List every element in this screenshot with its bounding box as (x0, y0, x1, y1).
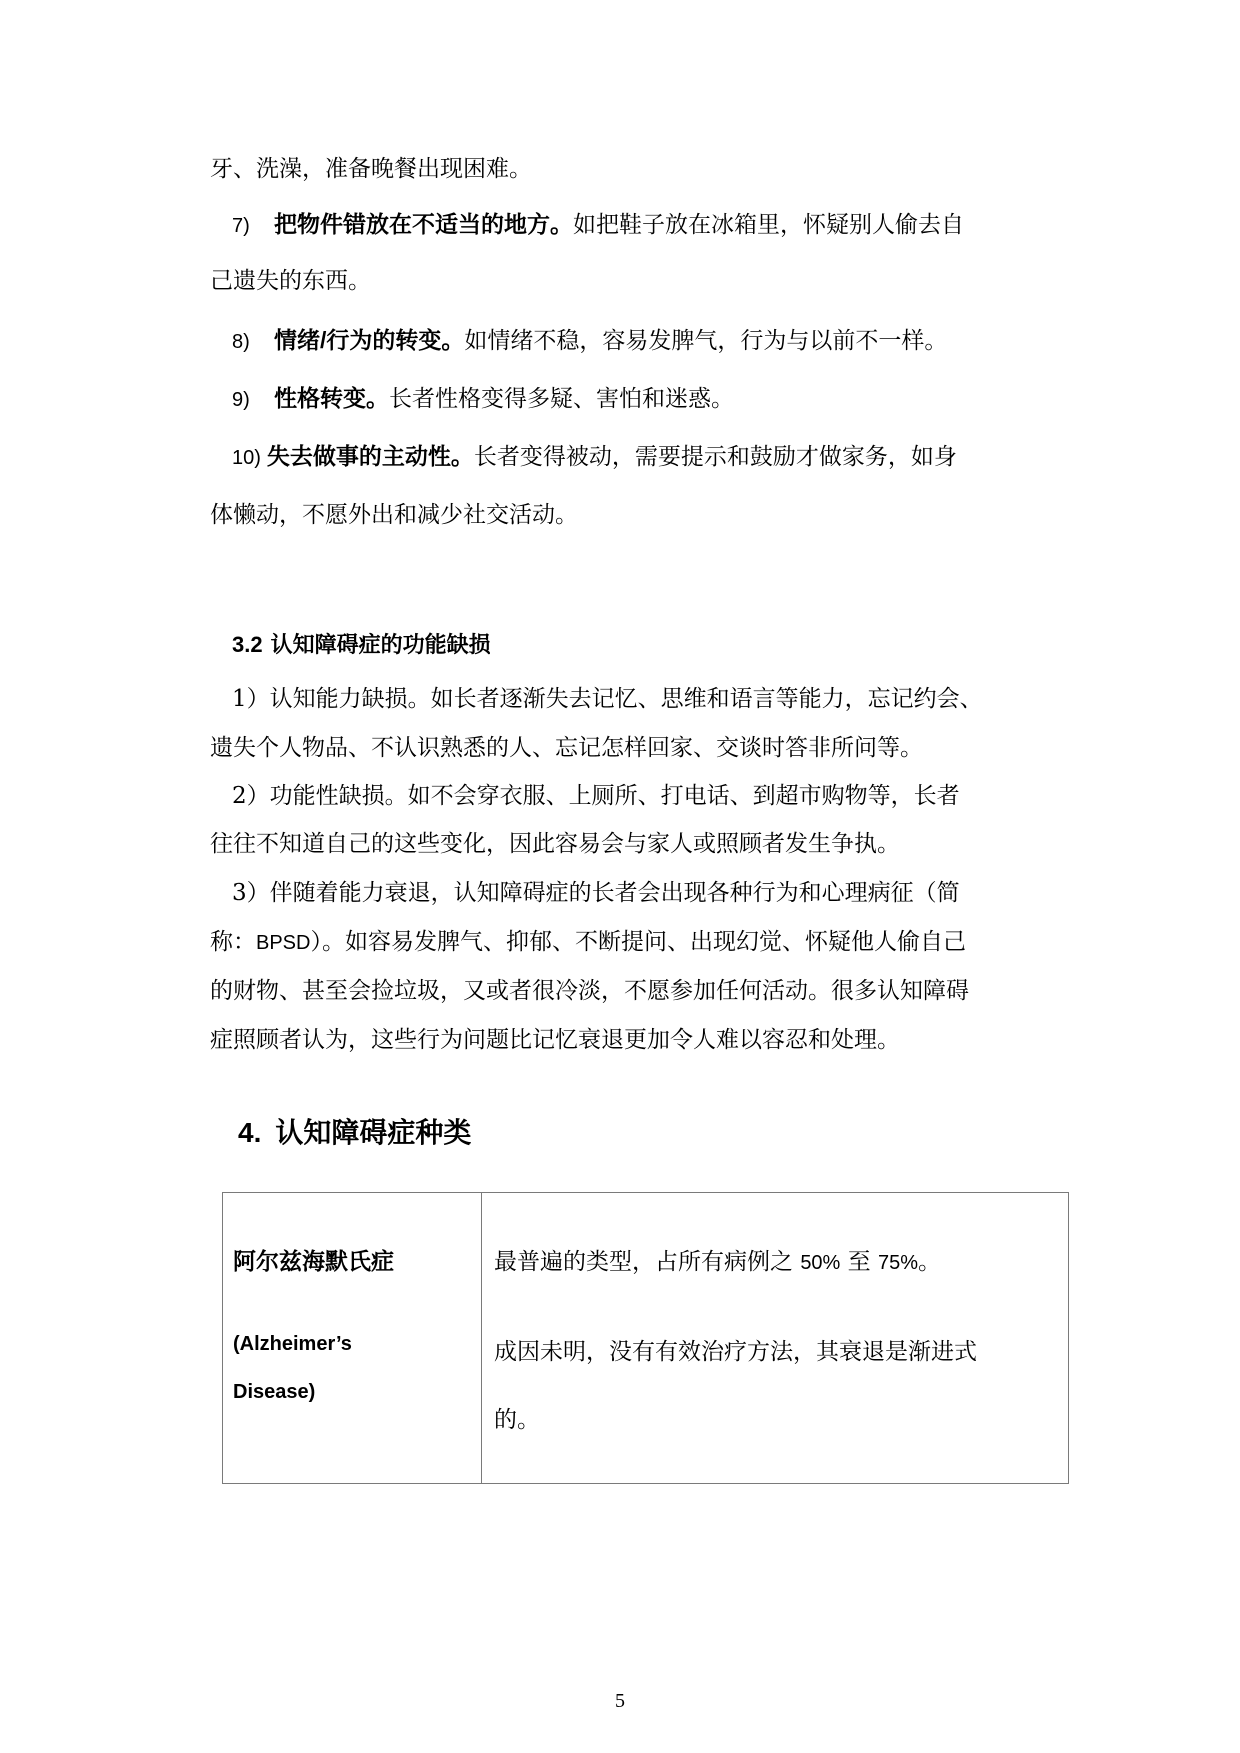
dementia-types-table (222, 1192, 1069, 1484)
description-text: 。 (918, 1249, 941, 1275)
list-item-title: 失去做事的主动性。 (266, 443, 474, 469)
type-description-line: 成因未明，没有有效治疗方法，其衰退是渐进式 (494, 1339, 977, 1365)
type-name-english: (Alzheimer’s (233, 1333, 352, 1355)
description-text: 最普遍的类型，占所有病例之 (494, 1249, 793, 1275)
list-item-number: 9) (232, 389, 250, 411)
percentage-value: 75% (877, 1252, 918, 1274)
list-item-number: 8) (232, 331, 250, 353)
paragraph-text: ）。如容易发脾气、抑郁、不断提问、出现幻觉、怀疑他人偷自己 (310, 929, 966, 955)
paragraph-prefix: 1） (232, 686, 270, 712)
continued-text: 牙、洗澡，准备晚餐出现困难。 (210, 156, 532, 182)
paragraph-1-line-2 (210, 733, 923, 763)
paragraph-text: 认知能力缺损。如长者逐渐失去记忆、思维和语言等能力，忘记约会、 (269, 686, 983, 712)
list-item-10 (232, 441, 957, 473)
paragraph-text: 的财物、甚至会捡垃圾，又或者很冷淡，不愿参加任何活动。很多认知障碍 (210, 978, 969, 1004)
paragraph-text: 称： (210, 929, 256, 955)
section-number: 3.2 (232, 632, 263, 657)
paragraph-2-line-1 (232, 781, 960, 811)
list-item-text: 长者性格变得多疑、害怕和迷惑。 (389, 386, 734, 412)
type-description-line: 的。 (494, 1407, 540, 1433)
type-description-line (494, 1243, 941, 1276)
paragraph-prefix: 2） (232, 783, 270, 809)
paragraph-3-line-1 (232, 878, 960, 908)
paragraph-text: 症照顾者认为，这些行为问题比记忆衰退更加令人难以容忍和处理。 (210, 1027, 900, 1053)
list-item-title: 把物件错放在不适当的地方。 (274, 211, 573, 237)
paragraph-3-line-4 (210, 1025, 900, 1055)
description-text: 至 (847, 1249, 871, 1275)
list-item-text: 己遗失的东西。 (210, 268, 371, 294)
paragraph-prefix: 3） (232, 880, 270, 906)
list-item-9 (232, 383, 734, 415)
type-name-chinese: 阿尔兹海默氏症 (233, 1248, 394, 1274)
percentage-value: 50% (800, 1252, 841, 1274)
section-title: 认知障碍症的功能缺损 (270, 632, 491, 657)
chapter-heading (238, 1111, 471, 1151)
paragraph-3-line-3 (210, 976, 969, 1006)
paragraph-1-line-1 (232, 684, 983, 714)
list-item-title: 情绪/行为的转变。 (274, 327, 465, 353)
paragraph-3-line-2 (210, 927, 966, 958)
list-item-text: 如情绪不稳，容易发脾气，行为与以前不一样。 (464, 328, 948, 354)
list-item-number: 10) (232, 447, 261, 469)
paragraph-2-line-2 (210, 829, 900, 859)
type-name-cell (223, 1193, 482, 1484)
list-item-8 (232, 325, 947, 357)
paragraph-text: 遗失个人物品、不认识熟悉的人、忘记怎样回家、交谈时答非所问等。 (210, 735, 923, 761)
page-number: 5 (615, 1690, 625, 1712)
table-row (223, 1193, 1069, 1484)
list-item-text: 长者变得被动，需要提示和鼓励才做家务，如身 (473, 444, 957, 470)
continued-paragraph-line (210, 154, 532, 184)
type-name-english: Disease) (233, 1381, 316, 1403)
bpsd-abbreviation: BPSD (256, 932, 311, 954)
list-item-title: 性格转变。 (274, 385, 389, 411)
paragraph-text: 往往不知道自己的这些变化，因此容易会与家人或照顾者发生争执。 (210, 831, 900, 857)
paragraph-text: 功能性缺损。如不会穿衣服、上厕所、打电话、到超市购物等，长者 (269, 783, 960, 809)
list-item-text: 如把鞋子放在冰箱里，怀疑别人偷去自 (573, 212, 964, 238)
list-item-10-continued (210, 500, 578, 530)
list-item-7-continued (210, 266, 371, 296)
list-item-7 (232, 209, 964, 241)
chapter-title: 认知障碍症种类 (275, 1117, 472, 1148)
list-item-number: 7) (232, 215, 250, 237)
chapter-number: 4. (238, 1117, 262, 1148)
type-description-cell (482, 1193, 1069, 1484)
paragraph-text: 伴随着能力衰退，认知障碍症的长者会出现各种行为和心理病征（简 (269, 880, 960, 906)
section-heading (232, 628, 491, 659)
list-item-text: 体懒动，不愿外出和减少社交活动。 (210, 502, 578, 528)
